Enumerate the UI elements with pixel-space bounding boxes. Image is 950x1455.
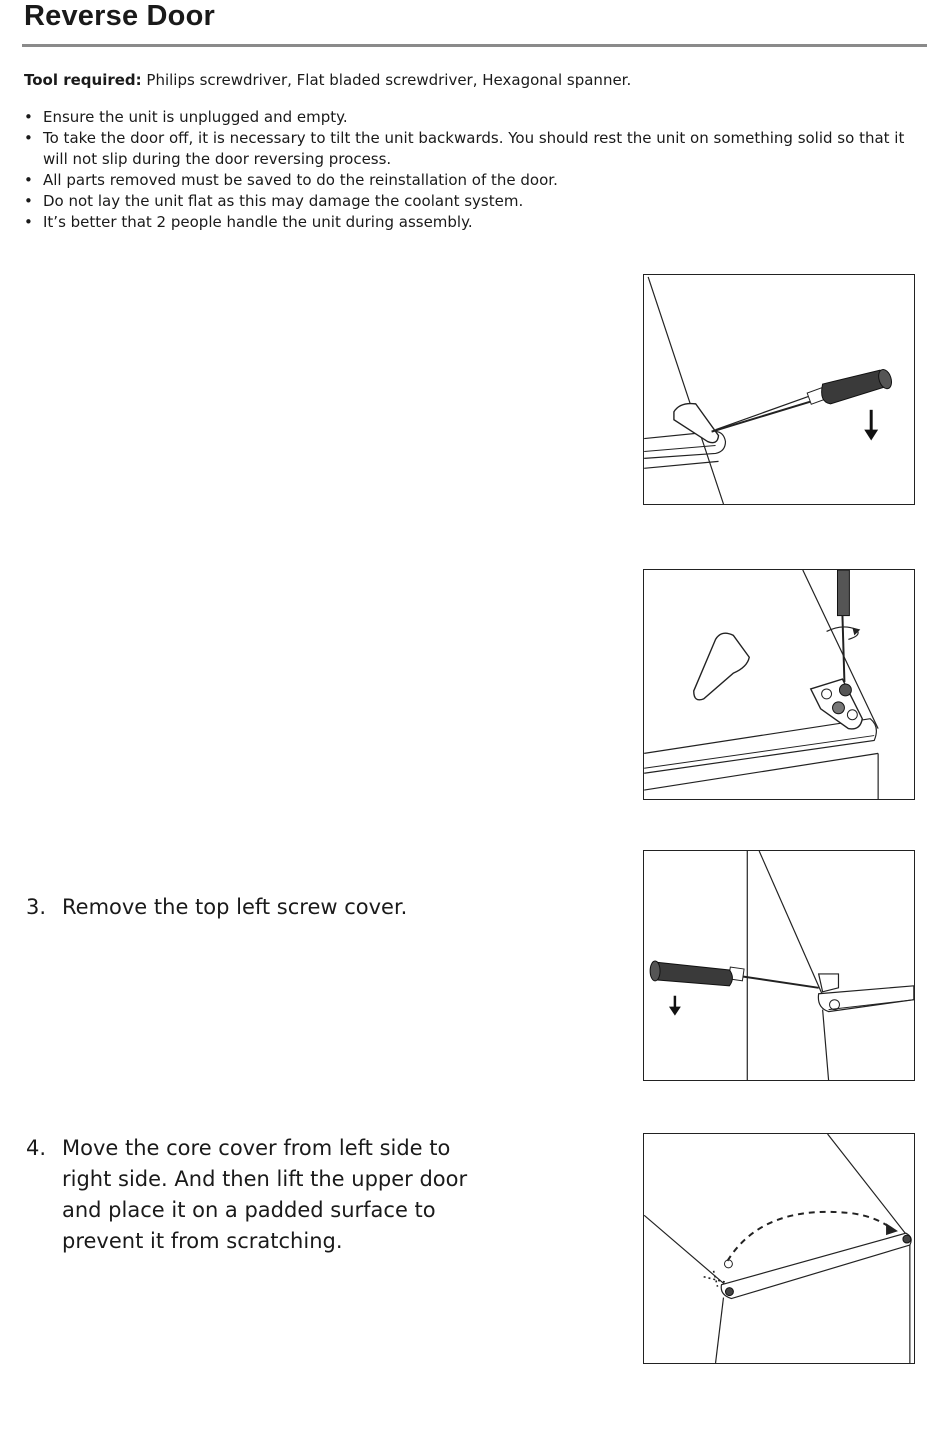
step-number: 3. (26, 895, 47, 919)
tools-required (24, 71, 631, 89)
precaution-list (24, 107, 924, 233)
list-item (24, 107, 924, 128)
bullet-marker: • (24, 192, 33, 210)
list-item-text: Ensure the unit is unplugged and empty. (43, 108, 348, 126)
list-item (24, 212, 924, 233)
list-item-text: It’s better that 2 people handle the unit during assembly. (43, 213, 473, 231)
step-number: 4. (26, 1136, 47, 1160)
tools-text: Philips screwdriver, Flat bladed screwdriver, Hexagonal spanner. (141, 71, 632, 89)
list-item (24, 128, 924, 170)
list-item-text: To take the door off, it is necessary to tilt the unit backwards. You should rest the unit on something solid so that it will not slip during the door reversing process. (43, 129, 905, 168)
bullet-marker: • (24, 213, 33, 231)
list-item (24, 170, 924, 191)
figure-2-drawing (644, 570, 914, 799)
move-core-cover-illustration (643, 1133, 915, 1364)
unscrew-top-hinge-illustration (643, 569, 915, 800)
bullet-marker: • (24, 108, 33, 126)
remove-top-left-screw-cover-illustration (643, 850, 915, 1081)
step-text: Move the core cover from left side to right side. And then lift the upper door and place it on a padded surface to prevent it from scratching. (62, 1136, 468, 1253)
page-title: Reverse Door (24, 0, 215, 32)
figure-3-drawing (644, 851, 914, 1080)
bullet-marker: • (24, 171, 33, 189)
figure-4-drawing (644, 1134, 914, 1363)
step-3 (26, 892, 496, 923)
bullet-marker: • (24, 129, 33, 147)
list-item-text: Do not lay the unit flat as this may damage the coolant system. (43, 192, 524, 210)
list-item (24, 191, 924, 212)
title-divider (22, 44, 927, 47)
list-item-text: All parts removed must be saved to do the reinstallation of the door. (43, 171, 558, 189)
step-4 (26, 1133, 496, 1257)
figure-1-drawing (644, 275, 914, 504)
tools-label: Tool required: (24, 71, 142, 89)
step-text: Remove the top left screw cover. (62, 895, 408, 919)
screwdriver-remove-hinge-cover-illustration (643, 274, 915, 505)
